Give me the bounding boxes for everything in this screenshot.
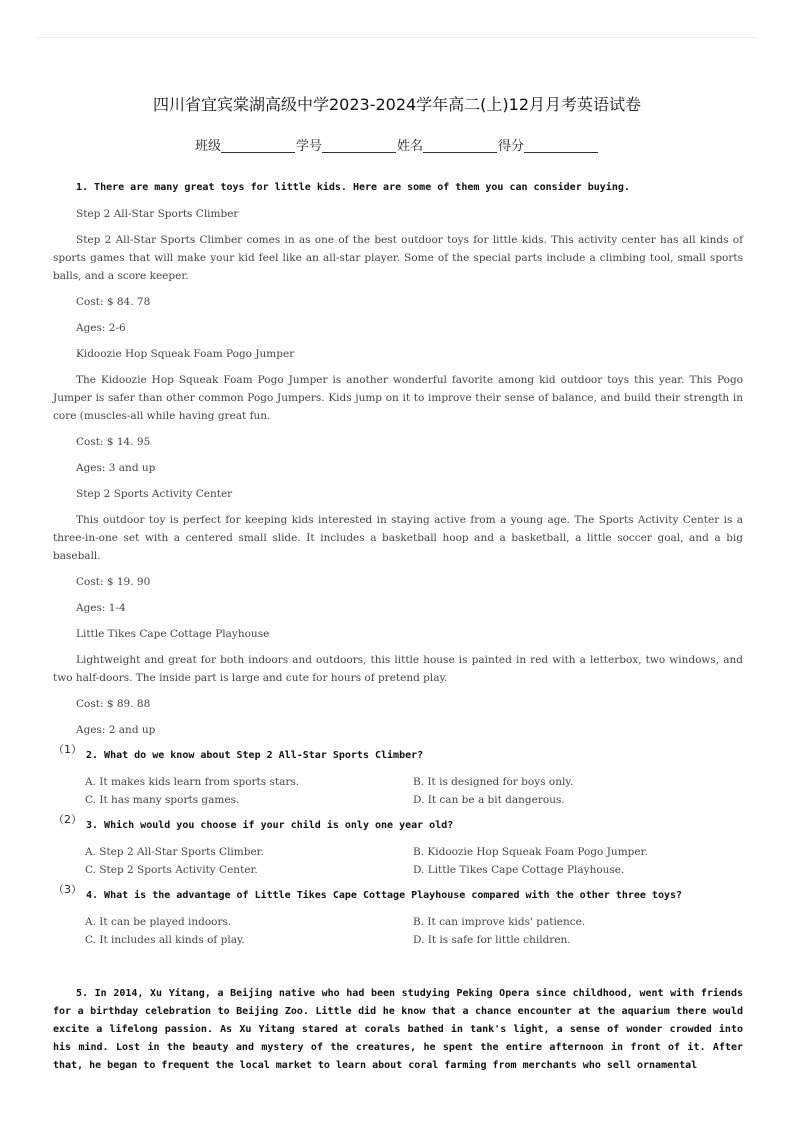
sub-question-2-options <box>53 843 743 879</box>
option-d[interactable]: D. Little Tikes Cape Cottage Playhouse. <box>413 864 625 876</box>
sub-question-1-number: （1） <box>53 743 82 756</box>
sub-question-2-number: （2） <box>53 813 82 826</box>
toy-4-name: Little Tikes Cape Cottage Playhouse <box>76 628 270 640</box>
toy-2-description: The Kidoozie Hop Squeak Foam Pogo Jumper is another wonderful favorite among kid outdoor toys this year. This Pogo Jumper is safer than other common Pogo Jumpers. Kids jump on it to improve their sense of balance, and build their strength in core (muscles-all while having great fun. <box>53 374 743 422</box>
sub-question-2 <box>53 813 743 879</box>
toy-3-cost: Cost: $ 19. 90 <box>76 576 151 588</box>
option-b[interactable]: B. Kidoozie Hop Squeak Foam Pogo Jumper. <box>413 846 648 858</box>
sub-question-1 <box>53 743 743 809</box>
toy-1-name: Step 2 All-Star Sports Climber <box>76 208 239 220</box>
option-b[interactable]: B. It can improve kids' patience. <box>413 916 586 928</box>
toy-4-description: Lightweight and great for both indoors and outdoors, this little house is painted in red with a letterbox, two windows, and two half-doors. The inside part is large and cute for hours of pretend play. <box>53 654 743 684</box>
toy-3-description: This outdoor toy is perfect for keeping kids interested in staying active from a young age. The Sports Activity Center is a three-in-one set with a centered small slide. It includes a basketball hoop and a basketball, a little soccer goal, and a big baseball. <box>53 514 743 562</box>
toy-4-ages: Ages: 2 and up <box>76 724 156 736</box>
option-c[interactable]: C. Step 2 Sports Activity Center. <box>85 864 258 876</box>
score-field: 得分 <box>498 135 599 154</box>
student-id-blank[interactable] <box>322 139 396 153</box>
sub-question-2-text: 3. Which would you choose if your child is only one year old? <box>86 820 454 831</box>
class-field: 班级 <box>195 135 296 154</box>
question-1-heading: 1. There are many great toys for little kids. Here are some of them you can consider buying. <box>76 182 630 193</box>
toy-1-ages: Ages: 2-6 <box>76 322 126 334</box>
option-d[interactable]: D. It can be a bit dangerous. <box>413 794 565 806</box>
sub-question-1-options <box>53 773 743 809</box>
toy-2-cost: Cost: $ 14. 95 <box>76 436 151 448</box>
name-field: 姓名 <box>397 135 498 154</box>
exam-content <box>53 179 743 1075</box>
option-a[interactable]: A. It can be played indoors. <box>85 916 232 928</box>
class-blank[interactable] <box>221 139 295 153</box>
toy-3-name: Step 2 Sports Activity Center <box>76 488 233 500</box>
toy-1-cost: Cost: $ 84. 78 <box>76 296 151 308</box>
top-divider <box>37 37 757 38</box>
option-b[interactable]: B. It is designed for boys only. <box>413 776 574 788</box>
option-c[interactable]: C. It has many sports games. <box>85 794 240 806</box>
sub-question-3-text: 4. What is the advantage of Little Tikes Cape Cottage Playhouse compared with the other three toys? <box>86 890 683 901</box>
toy-2-name: Kidoozie Hop Squeak Foam Pogo Jumper <box>76 348 295 360</box>
score-blank[interactable] <box>524 139 598 153</box>
option-c[interactable]: C. It includes all kinds of play. <box>85 934 245 946</box>
toy-1-description: Step 2 All-Star Sports Climber comes in as one of the best outdoor toys for little kids. This activity center has all kinds of sports games that will make your kid feel like an all-star player. Some of the special parts include a climbing tool, small sports balls, and a score keeper. <box>53 234 743 282</box>
sub-question-3-options <box>53 913 743 949</box>
student-info-line <box>0 135 794 154</box>
option-a[interactable]: A. Step 2 All-Star Sports Climber. <box>85 846 264 858</box>
option-a[interactable]: A. It makes kids learn from sports stars. <box>85 776 300 788</box>
toy-3-ages: Ages: 1-4 <box>76 602 126 614</box>
name-blank[interactable] <box>423 139 497 153</box>
sub-question-1-text: 2. What do we know about Step 2 All-Star Sports Climber? <box>86 750 424 761</box>
sub-question-3-number: （3） <box>53 883 82 896</box>
sub-question-3 <box>53 883 743 949</box>
toy-4-cost: Cost: $ 89. 88 <box>76 698 151 710</box>
toy-2-ages: Ages: 3 and up <box>76 462 156 474</box>
question-5-passage: 5. In 2014, Xu Yitang, a Beijing native who had been studying Peking Opera since childhood, went with friends for a birthday celebration to Beijing Zoo. Little did he know that a chance encounter at the aquarium there would excite a lifelong passion. As Xu Yitang stared at corals bathed in tank's light, a sense of wonder crowded into his mind. Lost in the beauty and mystery of the creatures, he spent the entire afternoon in front of it. After that, he began to frequent the local market to learn about coral farming from merchants who sell ornamental <box>53 988 743 1071</box>
option-d[interactable]: D. It is safe for little children. <box>413 934 571 946</box>
student-id-field: 学号 <box>296 135 397 154</box>
exam-title: 四川省宜宾棠湖高级中学2023-2024学年高二(上)12月月考英语试卷 <box>152 95 642 114</box>
